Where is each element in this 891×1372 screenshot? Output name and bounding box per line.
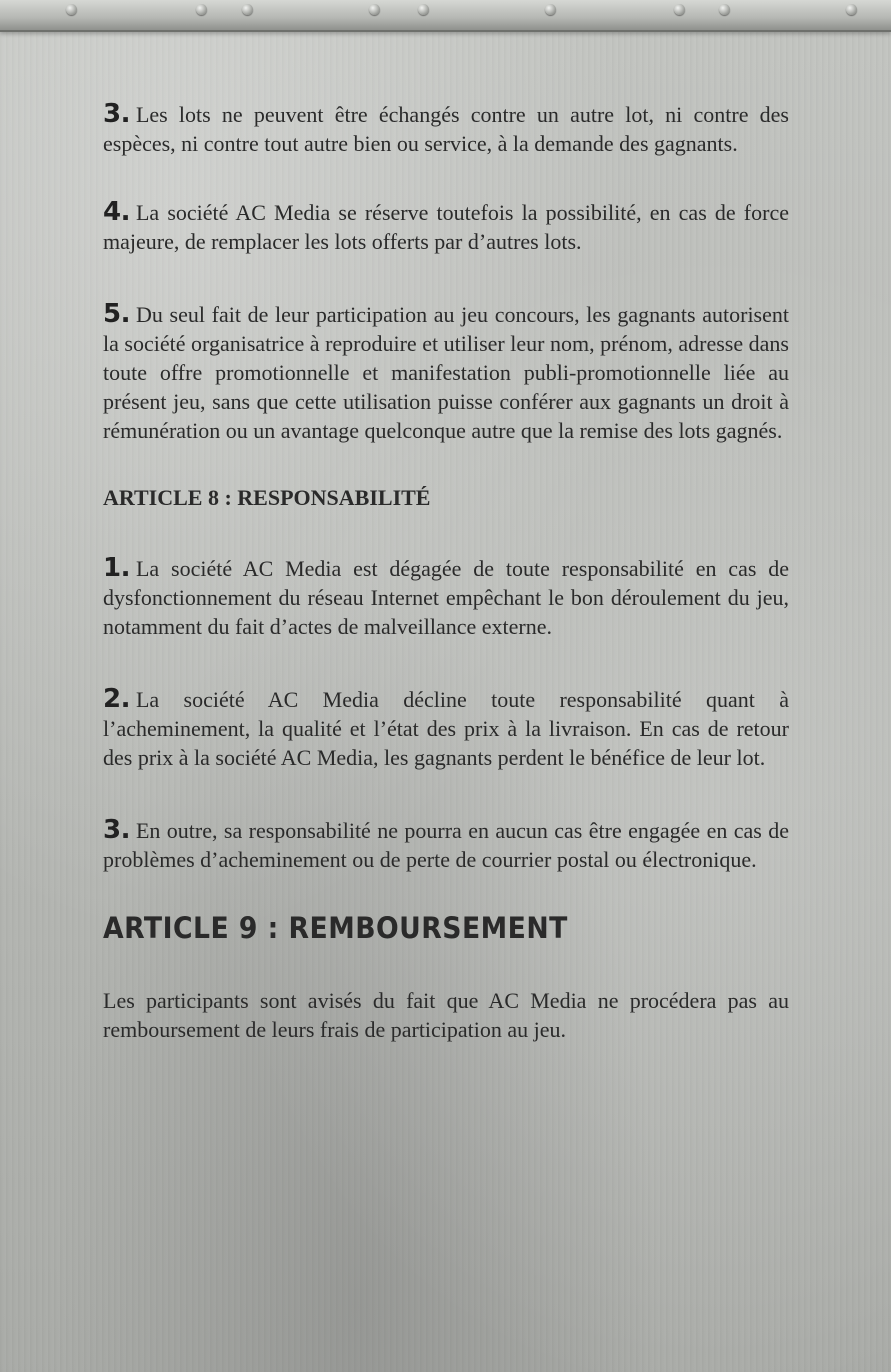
- article-8-item-3: [103, 816, 789, 874]
- rivet-icon: [719, 4, 730, 15]
- rivet-icon: [846, 4, 857, 15]
- rivet-icon: [674, 4, 685, 15]
- rivet-icon: [418, 4, 429, 15]
- section-number: 4.: [103, 197, 130, 227]
- section-4: [103, 198, 789, 256]
- item-text: La société AC Media décline toute responsabilité quant à l’acheminement, la qualité et l’état des prix à la livraison. En cas de retour des prix à la société AC Media, les gagnants perdent le bénéfice de leur lot.: [103, 687, 789, 770]
- rivet-icon: [369, 4, 380, 15]
- section-text: Les lots ne peuvent être échangés contre un autre lot, ni contre des espèces, ni contre tout autre bien ou service, à la demande des gagnants.: [103, 102, 789, 156]
- item-number: 1.: [103, 553, 130, 583]
- section-number: 5.: [103, 299, 130, 329]
- rules-document: [103, 100, 789, 1044]
- item-number: 2.: [103, 684, 130, 714]
- item-text: En outre, sa responsabilité ne pourra en aucun cas être engagée en cas de problèmes d’acheminement ou de perte de courrier postal ou électronique.: [103, 818, 789, 872]
- section-text: La société AC Media se réserve toutefois la possibilité, en cas de force majeure, de remplacer les lots offerts par d’autres lots.: [103, 200, 789, 254]
- metal-rail: [0, 0, 891, 32]
- rivet-icon: [196, 4, 207, 15]
- article-8-title: ARTICLE 8 : RESPONSABILITÉ: [103, 485, 431, 510]
- rivet-icon: [66, 4, 77, 15]
- item-text: La société AC Media est dégagée de toute responsabilité en cas de dysfonctionnement du réseau Internet empêchant le bon déroulement du jeu, notamment du fait d’actes de malveillance externe.: [103, 556, 789, 639]
- article-9-text: Les participants sont avisés du fait que AC Media ne procédera pas au remboursement de leurs frais de participation au jeu.: [103, 988, 789, 1042]
- section-5: [103, 300, 789, 445]
- rivet-icon: [242, 4, 253, 15]
- section-text: Du seul fait de leur participation au jeu concours, les gagnants autorisent la société organisatrice à reproduire et utiliser leur nom, prénom, adresse dans toute offre promotionnelle et manifestation publi-promotionnelle liée au présent jeu, sans que cette utilisation puisse conférer aux gagnants un droit à rémunération ou un avantage quelconque autre que la remise des lots gagnés.: [103, 302, 789, 443]
- article-8-item-2: [103, 685, 789, 772]
- article-9-title: ARTICLE 9 : REMBOURSEMENT: [103, 911, 568, 945]
- item-number: 3.: [103, 815, 130, 845]
- section-number: 3.: [103, 99, 130, 129]
- section-3: [103, 100, 789, 158]
- article-8-item-1: [103, 554, 789, 641]
- rivet-icon: [545, 4, 556, 15]
